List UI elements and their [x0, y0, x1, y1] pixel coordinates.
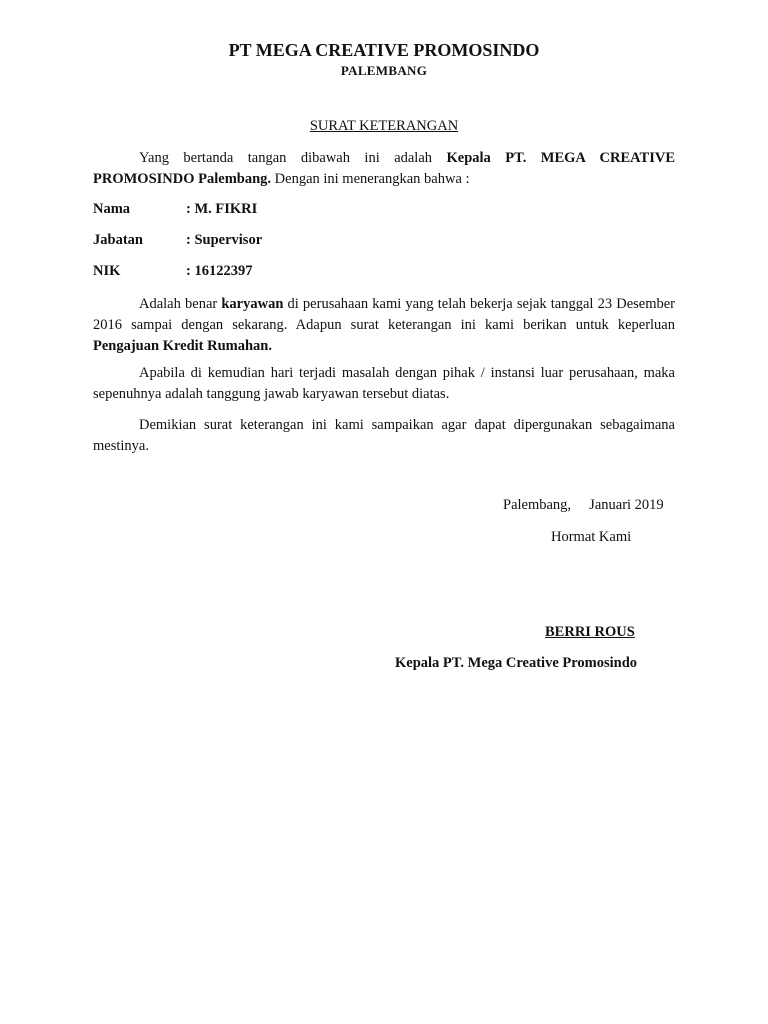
field-nama	[93, 201, 257, 218]
intro-paragraph	[93, 148, 675, 190]
signatory-name: BERRI ROUS	[545, 624, 635, 640]
intro-text-1: Yang bertanda tangan dibawah ini adalah	[139, 150, 447, 166]
field-value: : Supervisor	[186, 232, 263, 248]
signature-place-date: Palembang, Januari 2019	[503, 497, 664, 513]
closing-paragraph: Demikian surat keterangan ini kami sampaikan agar dapat dipergunakan sebagaimana mestinya.	[93, 417, 675, 454]
field-label: Nama	[93, 201, 131, 217]
p2-text-2: di perusahaan kami yang telah bekerja sejak tanggal 23 Desember 2016 sampai dengan sekarang. Adapun surat keterangan ini kami berikan untuk keperluan	[93, 296, 675, 333]
field-value: : M. FIKRI	[186, 201, 258, 217]
field-nik	[93, 263, 252, 280]
intro-text-2: Dengan ini menerangkan bahwa :	[271, 171, 470, 187]
field-label: Jabatan	[93, 232, 143, 248]
field-value: : 16122397	[186, 263, 253, 279]
responsibility-paragraph: Apabila di kemudian hari terjadi masalah dengan pihak / instansi luar perusahaan, maka sepenuhnya adalah tanggung jawab karyawan tersebut diatas.	[93, 365, 675, 402]
field-jabatan	[93, 232, 262, 249]
intro-bold-1: Kepala PT. MEGA CREATIVE PROMOSINDO Palembang.	[93, 150, 675, 187]
signatory-position: Kepala PT. Mega Creative Promosindo	[395, 655, 638, 671]
p2-bold-purpose: Pengajuan Kredit Rumahan.	[93, 338, 272, 354]
company-city: PALEMBANG	[340, 63, 428, 78]
company-name: PT MEGA CREATIVE PROMOSINDO	[228, 40, 540, 60]
employment-paragraph	[93, 294, 675, 357]
signature-greeting: Hormat Kami	[551, 529, 632, 545]
document-title: SURAT KETERANGAN	[309, 118, 459, 134]
p2-text-1: Adalah benar	[139, 296, 222, 312]
p2-bold-karyawan: karyawan	[221, 296, 284, 312]
field-label: NIK	[93, 263, 121, 279]
